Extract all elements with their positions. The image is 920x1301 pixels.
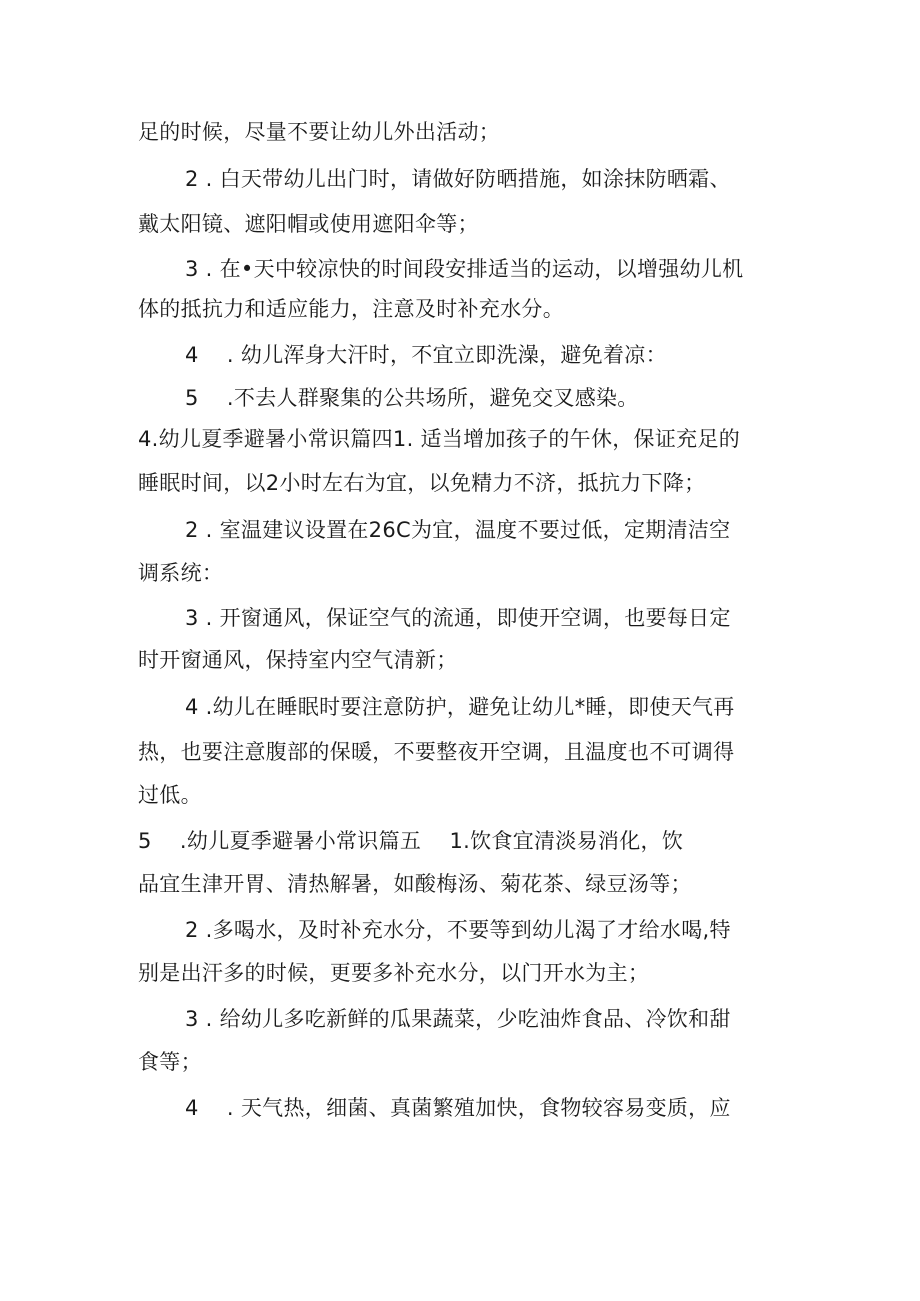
text-line: 热，也要注意腹部的保暖，不要整夜开空调，且温度也不可调得 [138, 740, 735, 764]
text-line: 5 .不去人群聚集的公共场所，避免交叉感染。 [185, 386, 639, 410]
text-line: 食等； [138, 1050, 202, 1074]
text-line: 调系统： [138, 561, 224, 585]
text-line: 4 . 幼儿浑身大汗时，不宜立即洗澡，避免着凉： [185, 343, 667, 367]
text-line: 品宜生津开胃、清热解暑，如酸梅汤、菊花茶、绿豆汤等； [138, 872, 692, 896]
text-line: 别是出汗多的时候，更要多补充水分，以门开水为主； [138, 961, 650, 985]
text-line: 体的抵抗力和适应能力，注意及时补充水分。 [138, 297, 564, 321]
text-line: 睡眠时间，以2小时左右为宜，以免精力不济，抵抗力下降； [138, 471, 706, 495]
text-line: 时开窗通风，保持室内空气清新； [138, 648, 458, 672]
text-line: 4.幼儿夏季避暑小常识篇四1. 适当增加孩子的午休，保证充足的 [138, 427, 741, 451]
text-line: 4 . 天气热，细菌、真菌繁殖加快，食物较容易变质，应 [185, 1096, 731, 1120]
text-line: 5 .幼儿夏季避暑小常识篇五 1.饮食宜清淡易消化，饮 [138, 829, 684, 853]
text-line: 过低。 [138, 783, 202, 807]
text-line: 2 .多喝水，及时补充水分，不要等到幼儿渴了才给水喝,特 [185, 918, 731, 942]
text-line: 3 . 开窗通风，保证空气的流通，即使开空调，也要每日定 [185, 606, 731, 630]
text-line: 2 . 白天带幼儿出门时，请做好防晒措施，如涂抹防晒霜、 [185, 167, 731, 191]
text-line: 2 . 室温建议设置在26C为宜，温度不要过低，定期清洁空 [185, 518, 731, 542]
text-line: 4 .幼儿在睡眠时要注意防护，避免让幼儿*睡，即使天气再 [185, 695, 735, 719]
text-line: 戴太阳镜、遮阳帽或使用遮阳伞等； [138, 212, 479, 236]
text-line: 3 . 给幼儿多吃新鲜的瓜果蔬菜，少吃油炸食品、冷饮和甜 [185, 1007, 731, 1031]
text-line: 3 . 在•天中较凉快的时间段安排适当的运动，以增强幼儿机 [185, 257, 744, 281]
text-line: 足的时候，尽量不要让幼儿外出活动； [138, 120, 501, 144]
